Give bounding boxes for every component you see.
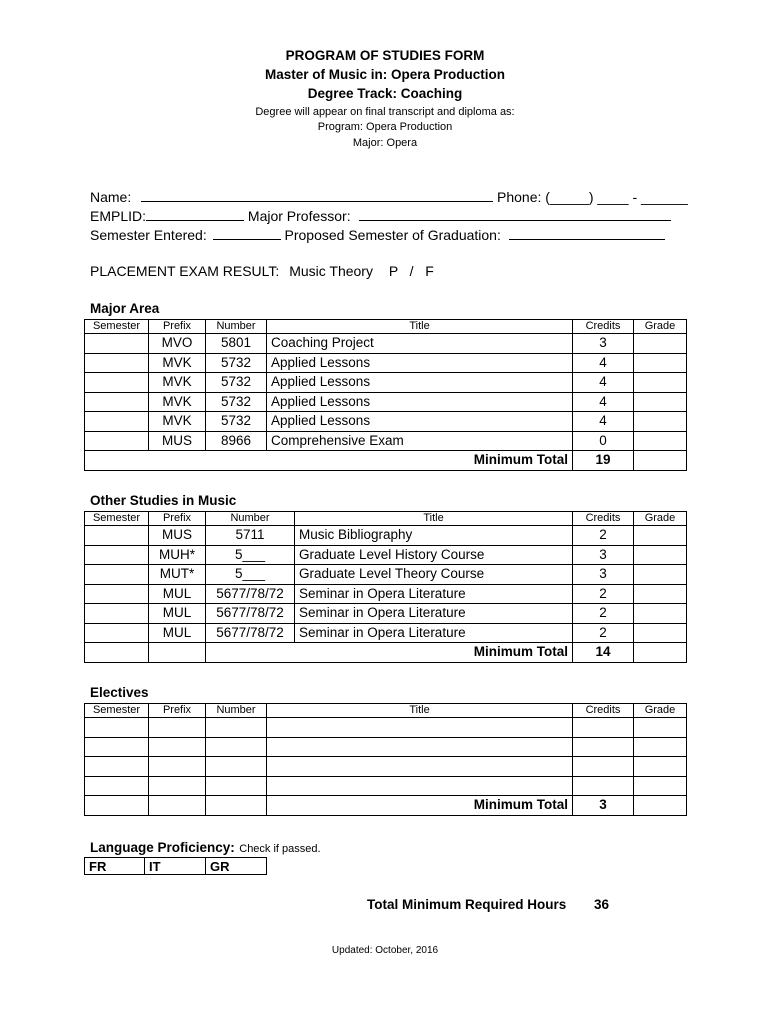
form-title: PROGRAM OF STUDIES FORM <box>285 48 485 63</box>
language-table <box>84 857 267 875</box>
col-prefix: Prefix <box>149 512 206 526</box>
grade-cell[interactable] <box>634 431 687 451</box>
title-cell: Seminar in Opera Literature <box>295 623 573 643</box>
credits-cell: 2 <box>573 623 634 643</box>
col-semester: Semester <box>85 320 149 334</box>
language-heading <box>90 839 321 857</box>
number-cell: 5801 <box>206 334 267 354</box>
grade-cell[interactable] <box>634 565 687 585</box>
prefix-cell[interactable] <box>149 718 206 738</box>
degree-title: Master of Music in: Opera Production <box>264 67 506 82</box>
table-row <box>85 623 687 643</box>
title-cell: Applied Lessons <box>267 353 573 373</box>
number-cell: 5711 <box>206 526 295 546</box>
prefix-cell: MVO <box>149 334 206 354</box>
number-cell[interactable] <box>206 776 267 796</box>
col-number: Number <box>206 704 267 718</box>
title-cell: Seminar in Opera Literature <box>295 604 573 624</box>
grade-cell[interactable] <box>634 353 687 373</box>
program-line: Program: Opera Production <box>317 121 453 133</box>
language-it-checkbox[interactable]: IT <box>145 858 206 875</box>
grade-cell[interactable] <box>634 737 687 757</box>
prefix-cell: MUL <box>149 604 206 624</box>
prefix-cell: MVK <box>149 353 206 373</box>
title-cell: Seminar in Opera Literature <box>295 584 573 604</box>
table-row <box>85 431 687 451</box>
electives-table <box>84 703 687 816</box>
credits-cell: 2 <box>573 584 634 604</box>
total-row <box>85 451 687 471</box>
major-professor-label: Major Professor: <box>247 208 351 224</box>
semester-cell[interactable] <box>85 392 149 412</box>
title-cell: Coaching Project <box>267 334 573 354</box>
grade-cell <box>634 643 687 663</box>
title-cell: Graduate Level Theory Course <box>295 565 573 585</box>
table-header <box>85 704 687 718</box>
total-required-label: Total Minimum Required Hours <box>367 897 567 912</box>
credits-cell: 3 <box>573 565 634 585</box>
semester-cell[interactable] <box>85 757 149 777</box>
credits-cell: 4 <box>573 392 634 412</box>
number-cell: 5732 <box>206 392 267 412</box>
table-row <box>85 565 687 585</box>
minimum-total-value: 3 <box>573 796 634 816</box>
col-prefix: Prefix <box>149 704 206 718</box>
number-cell[interactable] <box>206 737 267 757</box>
title-cell: Music Bibliography <box>295 526 573 546</box>
semester-cell[interactable] <box>85 776 149 796</box>
table-row <box>85 412 687 432</box>
credits-cell[interactable] <box>573 776 634 796</box>
prefix-cell: MVK <box>149 392 206 412</box>
number-cell: 5677/78/72 <box>206 623 295 643</box>
table-row <box>85 604 687 624</box>
phone-label: Phone: <box>497 189 542 205</box>
semester-cell[interactable] <box>85 526 149 546</box>
grade-cell[interactable] <box>634 776 687 796</box>
major-area-table <box>84 319 687 471</box>
credits-cell[interactable] <box>573 737 634 757</box>
col-credits: Credits <box>573 512 634 526</box>
prefix-cell: MVK <box>149 412 206 432</box>
col-grade: Grade <box>634 320 687 334</box>
credits-cell: 2 <box>573 604 634 624</box>
semester-cell[interactable] <box>85 565 149 585</box>
title-cell[interactable] <box>267 757 573 777</box>
col-semester: Semester <box>85 512 149 526</box>
minimum-total-label: Minimum Total <box>267 796 573 816</box>
col-credits: Credits <box>573 704 634 718</box>
grade-cell <box>634 451 687 471</box>
name-field[interactable] <box>141 188 493 202</box>
electives-title: Electives <box>90 685 149 700</box>
phone-field[interactable]: (_____) ____ - ______ <box>545 189 688 205</box>
proposed-graduation-field[interactable] <box>509 226 665 240</box>
table-header <box>85 512 687 526</box>
col-credits: Credits <box>573 320 634 334</box>
semester-row <box>90 226 665 243</box>
table-row <box>85 718 687 738</box>
prefix-cell: MVK <box>149 373 206 393</box>
updated-footer: Updated: October, 2016 <box>331 945 439 956</box>
prefix-cell[interactable] <box>149 737 206 757</box>
semester-cell[interactable] <box>85 353 149 373</box>
table-row <box>85 373 687 393</box>
table-row <box>85 392 687 412</box>
title-cell: Comprehensive Exam <box>267 431 573 451</box>
language-title: Language Proficiency: <box>90 840 235 855</box>
col-title: Title <box>267 704 573 718</box>
grade-cell <box>634 796 687 816</box>
number-cell[interactable] <box>206 718 267 738</box>
semester-cell[interactable] <box>85 373 149 393</box>
other-studies-table <box>84 511 687 663</box>
degree-track: Degree Track: Coaching <box>307 86 463 101</box>
semester-cell[interactable] <box>85 604 149 624</box>
number-cell: 5___ <box>206 545 295 565</box>
placement-subject: Music Theory <box>289 263 373 279</box>
grade-cell[interactable] <box>634 584 687 604</box>
credits-cell: 4 <box>573 373 634 393</box>
table-row <box>85 545 687 565</box>
grade-cell[interactable] <box>634 604 687 624</box>
prefix-cell <box>149 643 206 663</box>
prefix-cell: MUT* <box>149 565 206 585</box>
prefix-cell: MUH* <box>149 545 206 565</box>
minimum-total-label: Minimum Total <box>85 451 573 471</box>
number-cell[interactable] <box>206 757 267 777</box>
grade-cell[interactable] <box>634 545 687 565</box>
semester-cell <box>85 796 149 816</box>
prefix-cell[interactable] <box>149 776 206 796</box>
semester-cell <box>85 643 149 663</box>
prefix-cell[interactable] <box>149 757 206 777</box>
table-row <box>85 334 687 354</box>
table-header <box>85 320 687 334</box>
col-prefix: Prefix <box>149 320 206 334</box>
semester-cell[interactable] <box>85 584 149 604</box>
major-area-title: Major Area <box>90 301 160 316</box>
minimum-total-value: 19 <box>573 451 634 471</box>
semester-entered-field[interactable] <box>213 226 281 240</box>
title-cell[interactable] <box>267 776 573 796</box>
semester-cell[interactable] <box>85 737 149 757</box>
semester-cell[interactable] <box>85 545 149 565</box>
total-row <box>85 643 687 663</box>
total-row <box>85 796 687 816</box>
grade-cell[interactable] <box>634 623 687 643</box>
placement-label: PLACEMENT EXAM RESULT: <box>90 263 280 279</box>
title-cell: Graduate Level History Course <box>295 545 573 565</box>
semester-cell[interactable] <box>85 334 149 354</box>
table-row <box>85 757 687 777</box>
col-number: Number <box>206 512 295 526</box>
language-note: Check if passed. <box>239 843 321 855</box>
semester-cell[interactable] <box>85 623 149 643</box>
grade-cell[interactable] <box>634 334 687 354</box>
credits-cell: 0 <box>573 431 634 451</box>
number-cell: 5732 <box>206 353 267 373</box>
grade-cell[interactable] <box>634 412 687 432</box>
number-cell: 5732 <box>206 373 267 393</box>
col-title: Title <box>295 512 573 526</box>
grade-cell[interactable] <box>634 373 687 393</box>
table-row <box>85 737 687 757</box>
language-row <box>85 858 267 875</box>
grade-cell[interactable] <box>634 392 687 412</box>
credits-cell: 2 <box>573 526 634 546</box>
emplid-field[interactable] <box>146 207 244 221</box>
credits-cell[interactable] <box>573 757 634 777</box>
title-cell: Applied Lessons <box>267 392 573 412</box>
grade-cell[interactable] <box>634 757 687 777</box>
major-line: Major: Opera <box>352 137 418 149</box>
prefix-cell: MUS <box>149 526 206 546</box>
other-studies-title: Other Studies in Music <box>90 493 237 508</box>
semester-cell[interactable] <box>85 718 149 738</box>
table-row <box>85 526 687 546</box>
col-grade: Grade <box>634 512 687 526</box>
col-semester: Semester <box>85 704 149 718</box>
table-row <box>85 776 687 796</box>
credits-cell: 3 <box>573 545 634 565</box>
prefix-cell: MUL <box>149 623 206 643</box>
emplid-label: EMPLID: <box>90 208 147 224</box>
title-cell: Applied Lessons <box>267 412 573 432</box>
name-label: Name: <box>90 189 132 205</box>
placement-options[interactable]: P / F <box>388 263 434 279</box>
title-cell[interactable] <box>267 737 573 757</box>
col-title: Title <box>267 320 573 334</box>
minimum-total-label: Minimum Total <box>206 643 573 663</box>
credits-cell: 4 <box>573 412 634 432</box>
major-professor-field[interactable] <box>359 207 671 221</box>
number-cell: 5___ <box>206 565 295 585</box>
col-grade: Grade <box>634 704 687 718</box>
col-number: Number <box>206 320 267 334</box>
minimum-total-value: 14 <box>573 643 634 663</box>
prefix-cell: MUS <box>149 431 206 451</box>
table-row <box>85 584 687 604</box>
number-cell: 5677/78/72 <box>206 604 295 624</box>
table-row <box>85 353 687 373</box>
total-required-value: 36 <box>594 897 610 912</box>
grade-cell[interactable] <box>634 718 687 738</box>
semester-cell[interactable] <box>85 412 149 432</box>
prefix-cell: MUL <box>149 584 206 604</box>
title-cell[interactable] <box>267 718 573 738</box>
language-fr-checkbox[interactable]: FR <box>85 858 145 875</box>
number-cell: 5677/78/72 <box>206 584 295 604</box>
credits-cell[interactable] <box>573 718 634 738</box>
proposed-graduation-label: Proposed Semester of Graduation: <box>284 227 501 243</box>
number-cell: 5732 <box>206 412 267 432</box>
transcript-note: Degree will appear on final transcript and diploma as: <box>255 106 515 118</box>
grade-cell[interactable] <box>634 526 687 546</box>
semester-entered-label: Semester Entered: <box>90 227 207 243</box>
placement-exam <box>90 263 434 279</box>
number-cell: 8966 <box>206 431 267 451</box>
credits-cell: 4 <box>573 353 634 373</box>
semester-cell[interactable] <box>85 431 149 451</box>
language-gr-checkbox[interactable]: GR <box>206 858 267 875</box>
prefix-cell <box>149 796 206 816</box>
credits-cell: 3 <box>573 334 634 354</box>
number-cell <box>206 796 267 816</box>
title-cell: Applied Lessons <box>267 373 573 393</box>
name-phone-row <box>90 188 688 205</box>
emplid-row <box>90 207 671 224</box>
